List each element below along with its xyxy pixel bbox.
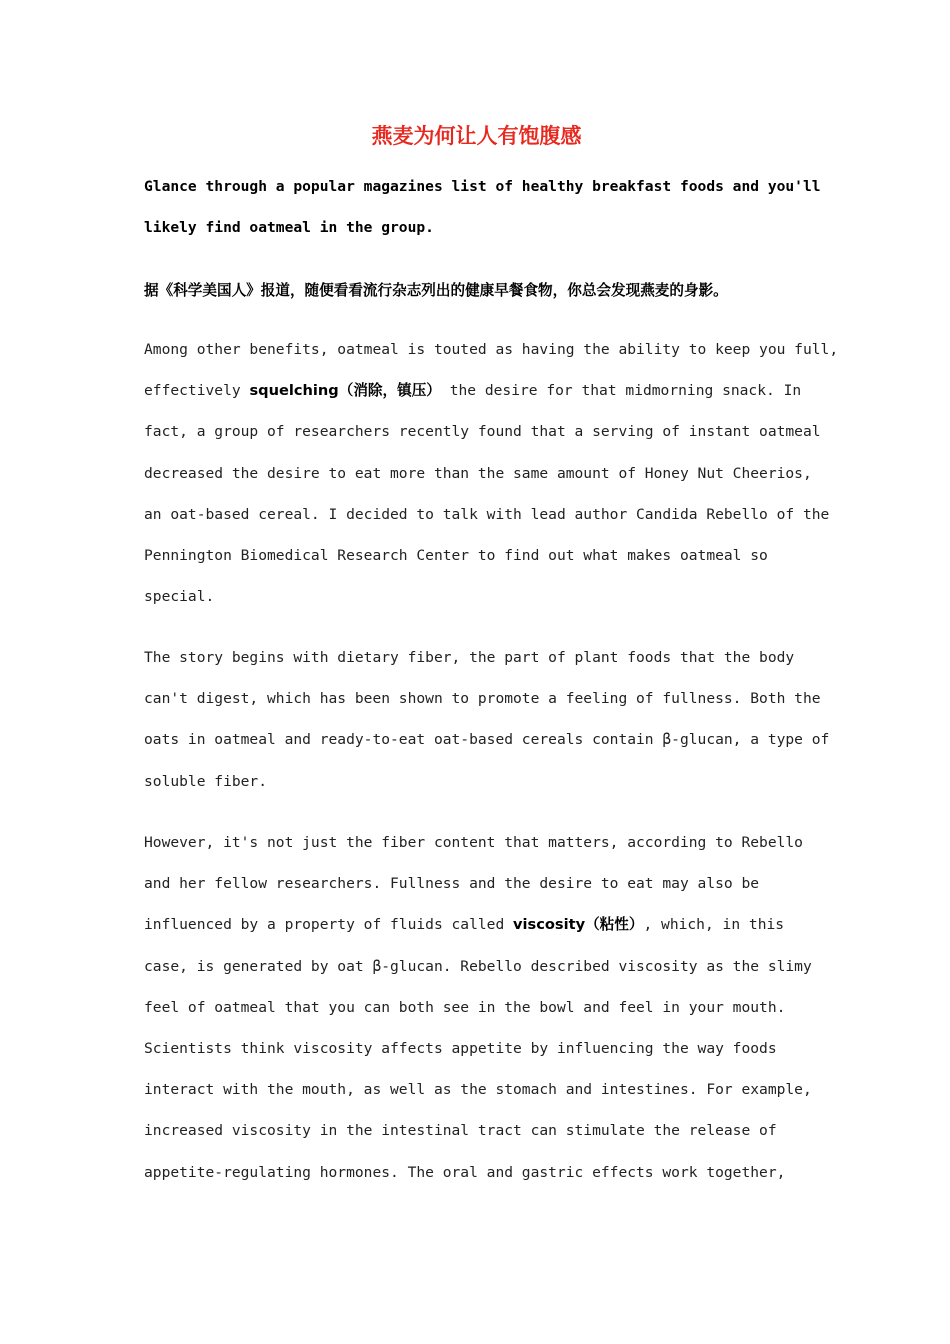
benefits-line-2 <box>144 370 809 411</box>
viscosity-paragraph <box>144 822 812 1193</box>
benefits-line-4: decreased the desire to eat more than the same amount of Honey Nut Cheerios, <box>144 464 812 482</box>
fiber-line-2: can't digest, which has been shown to promote a feeling of fullness. Both the <box>144 690 821 708</box>
viscosity-line-9: appetite-regulating hormones. The oral and gastric effects work together, <box>144 1163 786 1181</box>
fiber-line-1: The story begins with dietary fiber, the part of plant foods that the body <box>144 649 795 666</box>
benefits-paragraph <box>144 329 839 617</box>
viscosity-line-6: Scientists think viscosity affects appetite by influencing the way foods <box>144 1039 777 1057</box>
viscosity-line-5: feel of oatmeal that you can both see in the bowl and feel in your mouth. <box>144 998 786 1016</box>
benefits-line-2-prefix: effectively <box>144 382 250 400</box>
viscosity-line-7: interact with the mouth, as well as the stomach and intestines. For example, <box>144 1081 812 1099</box>
vocab-term-viscosity: viscosity（粘性） <box>513 916 644 934</box>
viscosity-line-3-suffix: , which, in this <box>643 916 785 934</box>
viscosity-line-1: However, it's not just the fiber content that matters, according to Rebello <box>144 834 803 851</box>
benefits-line-1: Among other benefits, oatmeal is touted as having the ability to keep you full, <box>144 341 839 358</box>
viscosity-line-2: and her fellow researchers. Fullness and the desire to eat may also be <box>144 875 760 893</box>
fiber-paragraph <box>144 637 830 802</box>
fiber-line-3: oats in oatmeal and ready-to-eat oat-based cereals contain β-glucan, a type of <box>144 731 830 749</box>
benefits-line-7: special. <box>144 588 215 606</box>
document-title: 燕麦为何让人有饱腹感 <box>371 124 582 148</box>
vocab-term-squelching: squelching（消除，镇压） <box>249 382 441 400</box>
benefits-line-3: fact, a group of researchers recently found that a serving of instant oatmeal <box>144 423 821 441</box>
benefits-line-2-suffix: the desire for that midmorning snack. In <box>440 382 802 400</box>
viscosity-line-4: case, is generated by oat β-glucan. Rebello described viscosity as the slimy <box>144 957 812 975</box>
viscosity-line-3-prefix: influenced by a property of fluids called <box>144 916 514 934</box>
viscosity-line-8: increased viscosity in the intestinal tract can stimulate the release of <box>144 1122 777 1140</box>
intro-line-1: Glance through a popular magazines list of healthy breakfast foods and you'll <box>144 178 821 195</box>
fiber-line-4: soluble fiber. <box>144 772 268 790</box>
viscosity-line-3 <box>144 904 809 945</box>
intro-line-2: likely find oatmeal in the group. <box>144 219 434 237</box>
chinese-summary: 据《科学美国人》报道，随便看看流行杂志列出的健康早餐食物，你总会发现燕麦的身影。 <box>144 282 728 299</box>
benefits-line-6: Pennington Biomedical Research Center to find out what makes oatmeal so <box>144 546 768 564</box>
benefits-line-5: an oat-based cereal. I decided to talk with lead author Candida Rebello of the <box>144 505 830 523</box>
intro-paragraph <box>144 166 821 248</box>
